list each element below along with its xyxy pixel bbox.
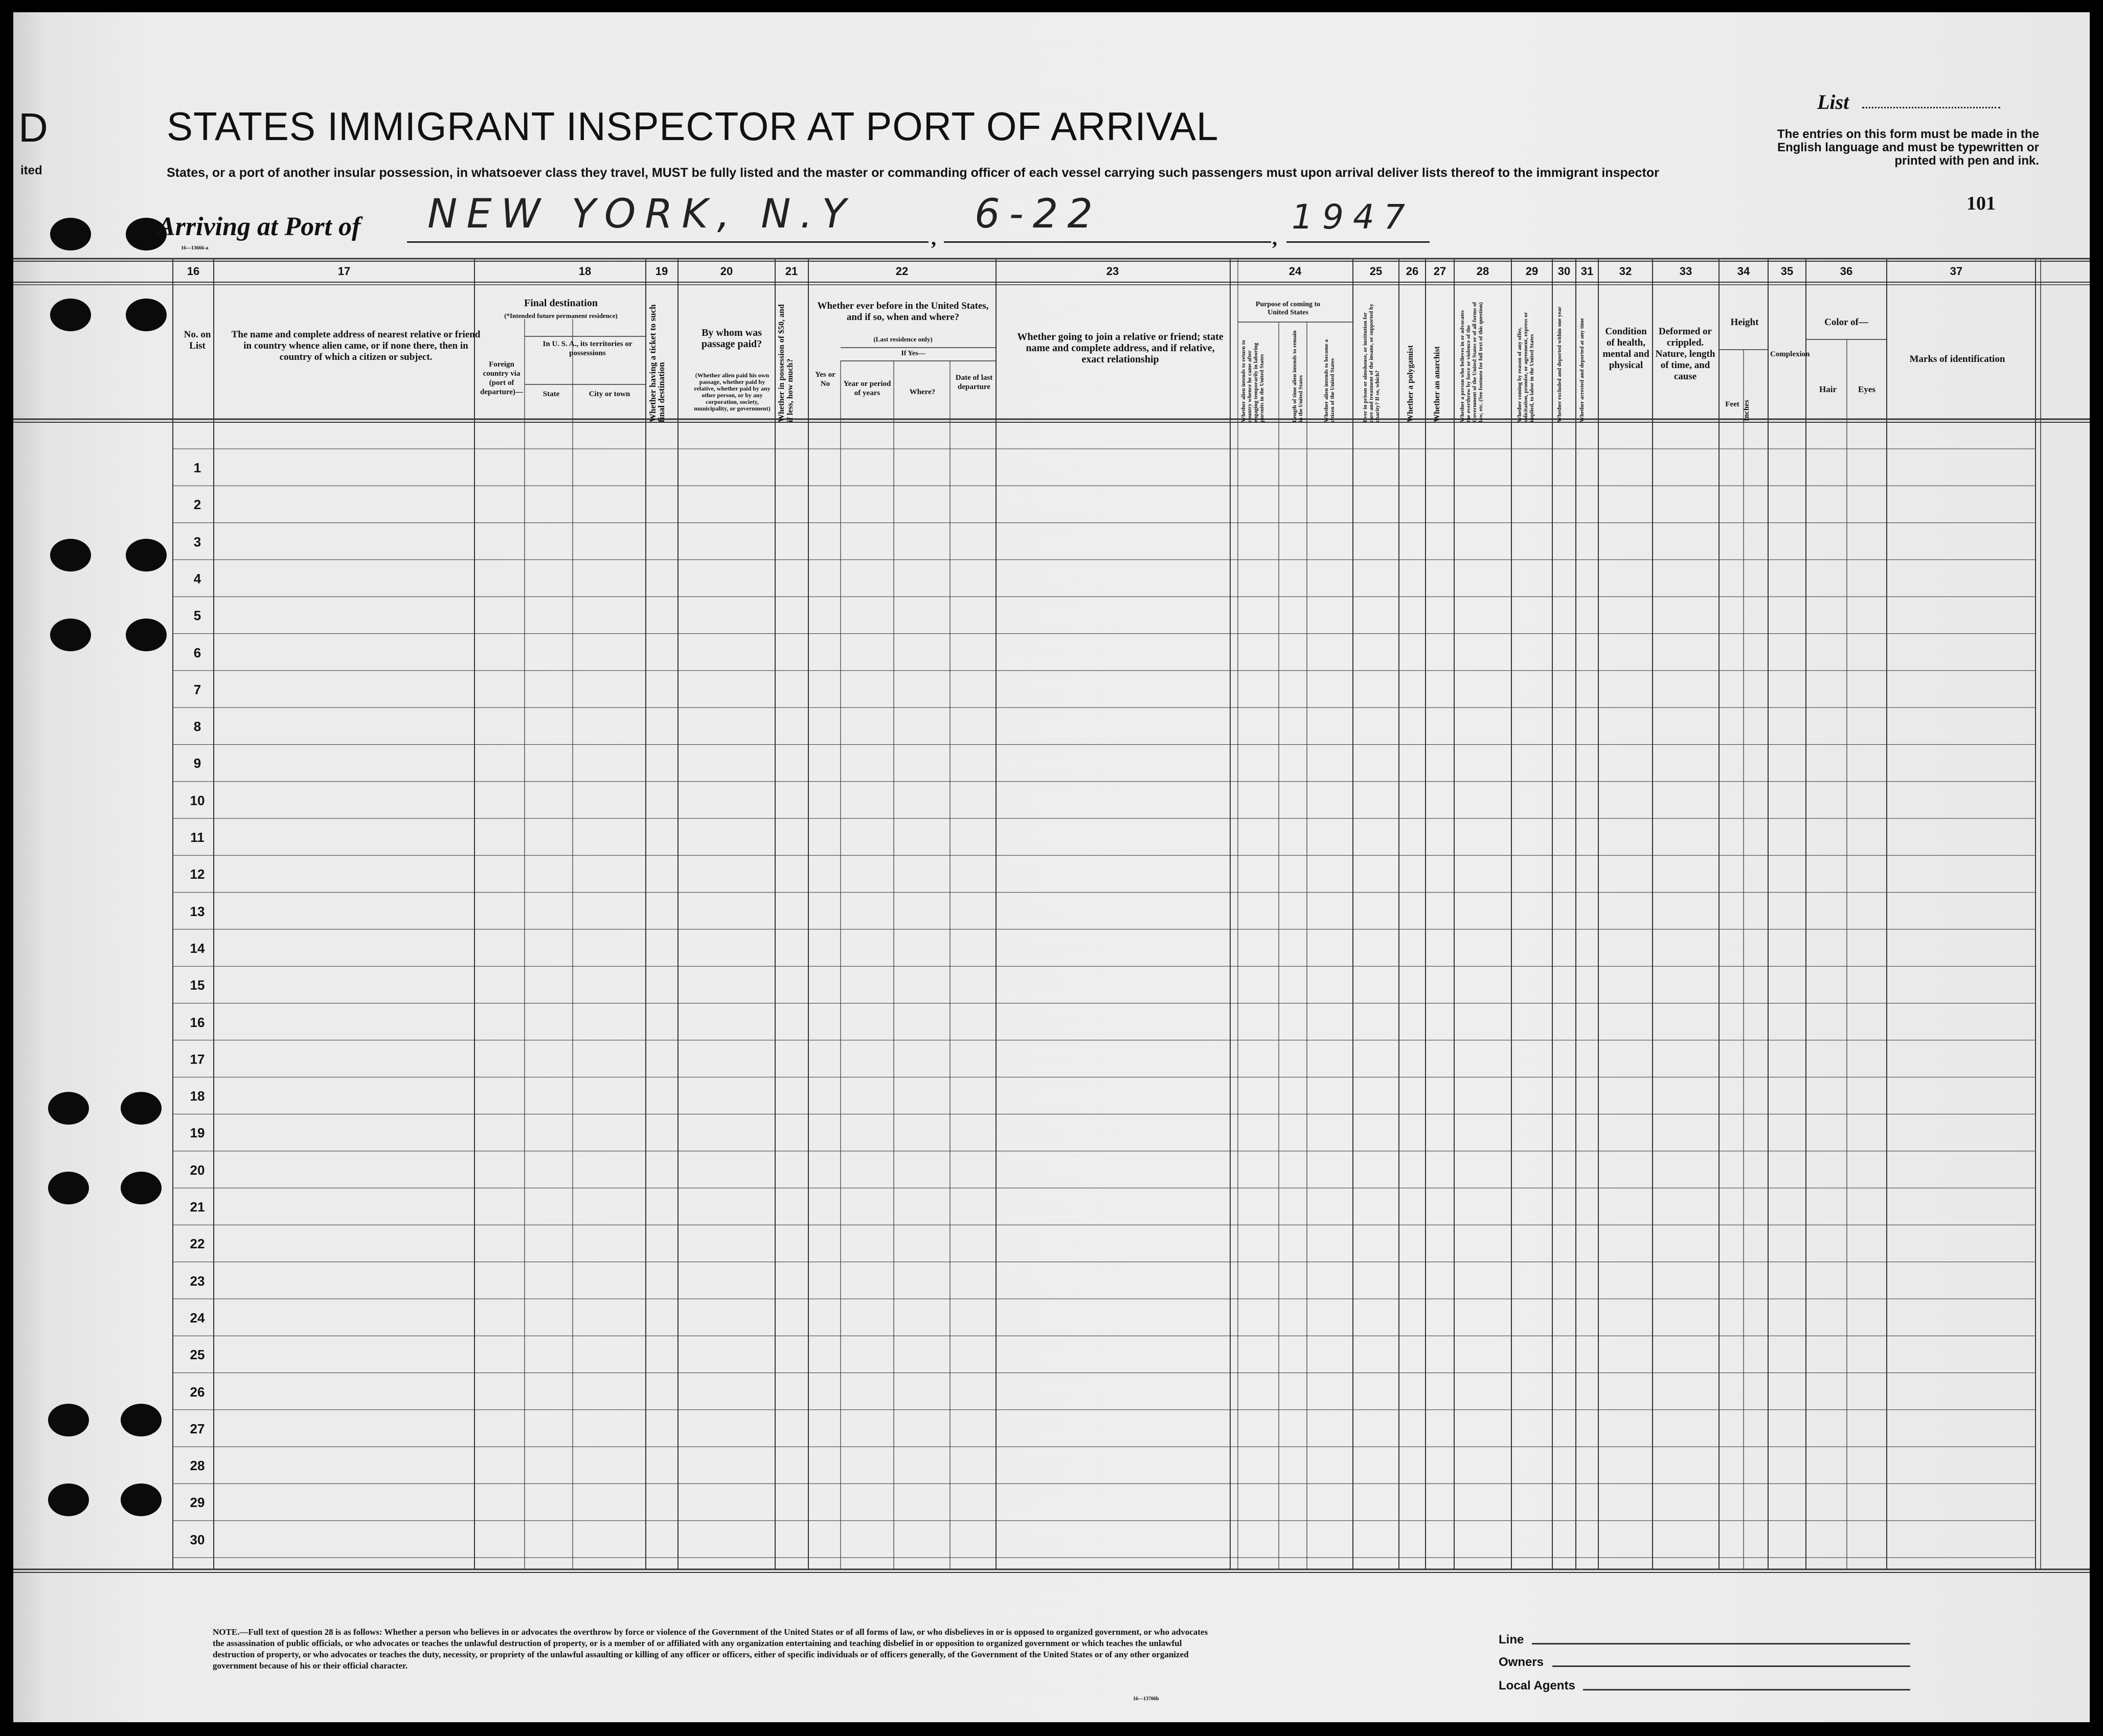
header-complexion: Complexion [1770,350,1810,358]
handwritten-date: 6-22 [975,191,1102,237]
header-excluded: Whether excluded and deported within one year [1556,306,1563,422]
header-color-of: Color of— [1824,317,1868,328]
manifest-page [13,12,2090,1722]
header-final-destination-note: (*Intended future permanent residence) [504,312,618,319]
row-number: 17 [190,1051,205,1067]
row-number: 19 [190,1125,205,1141]
header-arrested: Whether arrested and deported at any time [1579,318,1585,422]
row-number: 1 [193,460,201,475]
header-date-last-departure: Date of last departure [955,374,993,391]
column-number: 28 [1476,265,1489,278]
handwritten-year: 1947 [1292,197,1414,237]
column-number: 16 [187,265,200,278]
header-anarchist: Whether an anarchist [1433,346,1441,422]
header-passage-paid: By whom was passage paid? [701,327,762,350]
row-number: 12 [190,866,205,882]
handwritten-port: NEW YORK, N.Y [427,191,855,237]
header-purpose-b: Length of time alien intends to remain in the United States [1292,330,1304,422]
column-number: 29 [1525,265,1539,278]
row-number: 28 [190,1458,205,1474]
row-number: 7 [193,681,201,697]
header-ticket: Whether having a ticket to such final destination [648,304,666,422]
column-number: 19 [655,265,668,278]
row-number: 8 [193,719,201,735]
row-number: 9 [193,756,201,771]
header-ever-before-us: Whether ever before in the United States, and if so, when and where? [817,301,989,323]
header-purpose: Purpose of coming to United States [1255,301,1321,316]
header-deformed: Deformed or crippled. Nature, length of time, and cause [1655,326,1715,382]
row-number: 4 [193,570,201,586]
header-inches: Inches [1743,400,1751,421]
header-in-usa: In U. S. A., its territories or possessions [542,340,632,357]
column-number: 27 [1433,265,1446,278]
header-joining-relative: Whether going to join a relative or friend; state name and complete address, and if relative, exact relationship [1017,331,1224,365]
list-label: List [1817,90,1849,113]
header-health: Condition of health, mental and physical [1602,326,1649,371]
header-purpose-a: Whether alien intends to return to country whence he came after engaging temporarily in laboring pursuits in the United States [1240,340,1265,422]
owners-label: Owners [1499,1655,1544,1669]
row-number: 18 [190,1088,205,1104]
column-number: 37 [1950,265,1963,278]
column-number: 24 [1288,265,1302,278]
edge-fragment: D [18,105,48,150]
header-labor-offer: Whether coming by reason of any offer, solicitation, promise, or agreement, express or implied, to labor in the United States [1517,312,1535,422]
header-passage-note: (Whether alien paid his own passage, whether paid by relative, whether paid by any other person, or by any corporation, society, municipality, or government) [694,372,771,412]
row-number: 29 [190,1495,205,1511]
header-eyes: Eyes [1858,384,1875,394]
header-yes-or-no: Yes or No [815,371,835,388]
row-number: 6 [193,645,201,660]
header-final-destination: Final destination [524,298,598,309]
field-separator: , [931,226,936,249]
row-number: 2 [193,497,201,513]
row-number: 15 [190,977,205,993]
column-number: 30 [1557,265,1571,278]
owners-field[interactable] [1552,1665,1910,1667]
row-number: 21 [190,1199,205,1215]
row-number: 20 [190,1162,205,1178]
header-feet: Feet [1725,400,1739,408]
column-number: 21 [785,265,798,278]
column-number: 22 [895,265,909,278]
header-polygamist: Whether a polygamist [1406,345,1415,422]
field-separator: , [1272,226,1277,249]
row-number: 3 [193,534,201,550]
row-number: 14 [190,940,205,956]
row-number: 24 [190,1310,205,1326]
header-prison: Ever in prison or almshouse, or institution for care and treatment of the insane, or supported by charity? If so, which? [1362,304,1381,422]
form-code: 16—13666-a [181,245,209,251]
row-number: 16 [190,1014,205,1030]
header-fifty-dollars: Whether in possession of $50, and if less, how much? [777,304,795,422]
column-number: 33 [1679,265,1692,278]
header-foreign-country: Foreign country via (port of departure)— [480,360,523,396]
column-number: 23 [1106,265,1119,278]
column-number: 25 [1369,265,1383,278]
header-question-28: Whether a person who believes in or advocates the overthrow by force or violence of the Government of the United States or of all forms of law, etc. (See footnote for full text of this question) [1459,302,1484,422]
header-nearest-relative: The name and complete address of nearest relative or friend in country whence alien came, or if none there, then in country of which a citizen or subject. [231,329,481,362]
column-number: 34 [1737,265,1750,278]
form-code: 16—13706b [1133,1696,1159,1702]
header-if-yes: If Yes— [901,350,925,357]
form-subtitle: States, or a port of another insular possession, in whatsoever class they travel, MUST be fully listed and the master or commanding officer of each vessel carrying such passengers must upon arrival deliver lists thereof to the immigrant inspector [167,166,1659,180]
column-number: 32 [1619,265,1632,278]
header-height: Height [1730,317,1759,328]
header-purpose-c: Whether alien intends to become a citizen of the United States [1323,339,1336,422]
row-number: 27 [190,1421,205,1436]
header-hair: Hair [1819,384,1837,394]
instructions-note: The entries on this form must be made in the English language and must be typewritten or printed with pen and ink. [1777,127,2039,168]
row-number: 5 [193,608,201,624]
row-number: 11 [190,830,205,845]
header-last-residence: (Last residence only) [873,335,933,343]
form-title: STATES IMMIGRANT INSPECTOR AT PORT OF ARRIVAL [167,104,1219,149]
header-year-period: Year or period of years [843,380,891,397]
line-label: Line [1499,1633,1524,1647]
row-number: 22 [190,1236,205,1252]
edge-fragment: ited [20,164,42,177]
column-number: 18 [578,265,592,278]
row-number: 23 [190,1273,205,1289]
footnote: NOTE.—Full text of question 28 is as follows: Whether a person who believes in or advocates the overthrow by force or violence of the Government of the United States or of all forms of law, or who disbelieves in or is opposed to organized government, or who advocates the assassination of public officials, or who advocates or teaches the unlawful destruction of property, or is a member of or affiliated with any organization entertaining and teaching disbelief in or opposition to organized government or which teaches the unlawful destruction of property, or who advocates or teaches the duty, necessity, or propriety of the unlawful assaulting or killing of any officer or officers, either of specific individuals or of officers generally, of the Government of the United States or of any other organized government because of his or their official character. [213,1627,1208,1671]
arriving-label: Arriving at Port of [157,212,361,241]
header-city: City or town [589,390,630,398]
line-field[interactable] [1532,1643,1910,1644]
header-state: State [542,390,560,398]
header-marks-identification: Marks of identification [1909,354,2005,364]
column-number: 31 [1580,265,1594,278]
row-number: 25 [190,1347,205,1363]
column-number: 36 [1840,265,1853,278]
column-number: 17 [337,265,351,278]
header-no-on-list: No. on List [184,329,211,351]
row-number: 13 [190,903,205,919]
column-number: 20 [720,265,733,278]
page-number: 101 [1966,193,1996,214]
row-number: 30 [190,1532,205,1547]
column-number: 26 [1406,265,1419,278]
row-number: 10 [190,792,205,808]
row-number: 26 [190,1384,205,1400]
local-agents-label: Local Agents [1499,1679,1575,1693]
local-agents-field[interactable] [1583,1689,1910,1691]
column-number: 35 [1780,265,1794,278]
header-where: Where? [909,388,936,396]
